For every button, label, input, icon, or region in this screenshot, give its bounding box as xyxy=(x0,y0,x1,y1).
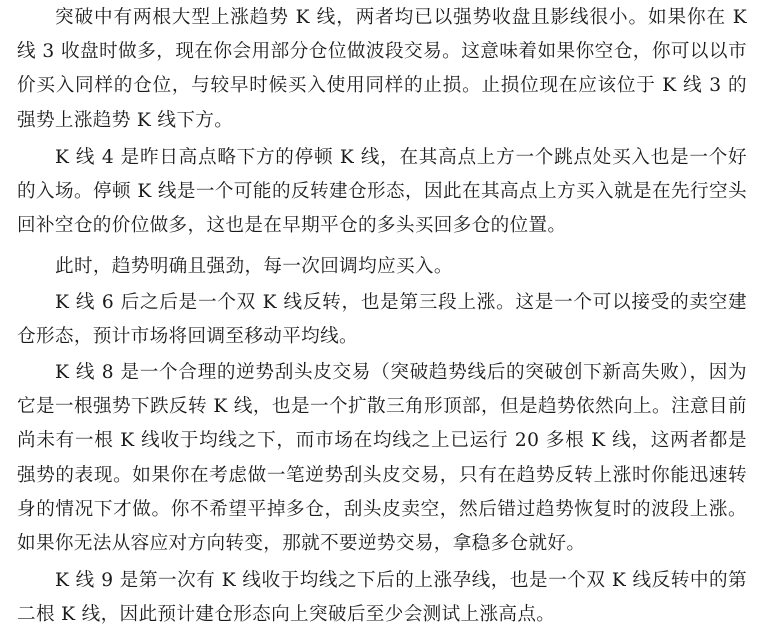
paragraph-5: K 线 8 是一个合理的逆势刮头皮交易（突破趋势线后的突破创下新高失败），因为它是一根强势下跌反转 K 线，也是一个扩散三角形顶部，但是趋势依然向上。注意目前尚未有一根 K 线收于均线之下，而市场在均线之上已运行 20 多根 K 线，这两者都是强势的表现。如果你在考虑做一笔逆势刮头皮交易，只有在趋势反转上涨时你能迅速转身的情况下才做。你不希望平掉多仓，刮头皮卖空，然后错过趋势恢复时的波段上涨。如果你无法从容应对方向转变，那就不要逆势交易，拿稳多仓就好。 xyxy=(17,362,747,555)
paragraph-3: 此时，趋势明确且强劲，每一次回调均应买入。 xyxy=(55,256,453,277)
paragraph-1: 突破中有两根大型上涨趋势 K 线，两者均已以强势收盘且影线很小。如果你在 K 线 3 收盘时做多，现在你会用部分仓位做波段交易。这意味着如果你空仓，你可以以市价买入同样的仓位，与较早时候买入使用同样的止损。止损位现在应该位于 K 线 3 的强势上涨趋势 K 线下方。 xyxy=(17,7,747,131)
paragraph-2: K 线 4 是昨日高点略下方的停顿 K 线，在其高点上方一个跳点处买入也是一个好的入场。停顿 K 线是一个可能的反转建仓形态，因此在其高点上方买入就是在先行空头回补空仓的价位做多，这也是在早期平仓的多头买回多仓的位置。 xyxy=(17,147,747,237)
paragraph-6: K 线 9 是第一次有 K 线收于均线之下后的上涨孕线，也是一个双 K 线反转中的第二根 K 线，因此预计建仓形态向上突破后至少会测试上涨高点。 xyxy=(17,570,747,626)
paragraph-4: K 线 6 后之后是一个双 K 线反转，也是第三段上涨。这是一个可以接受的卖空建仓形态，预计市场将回调至移动平均线。 xyxy=(17,292,747,348)
